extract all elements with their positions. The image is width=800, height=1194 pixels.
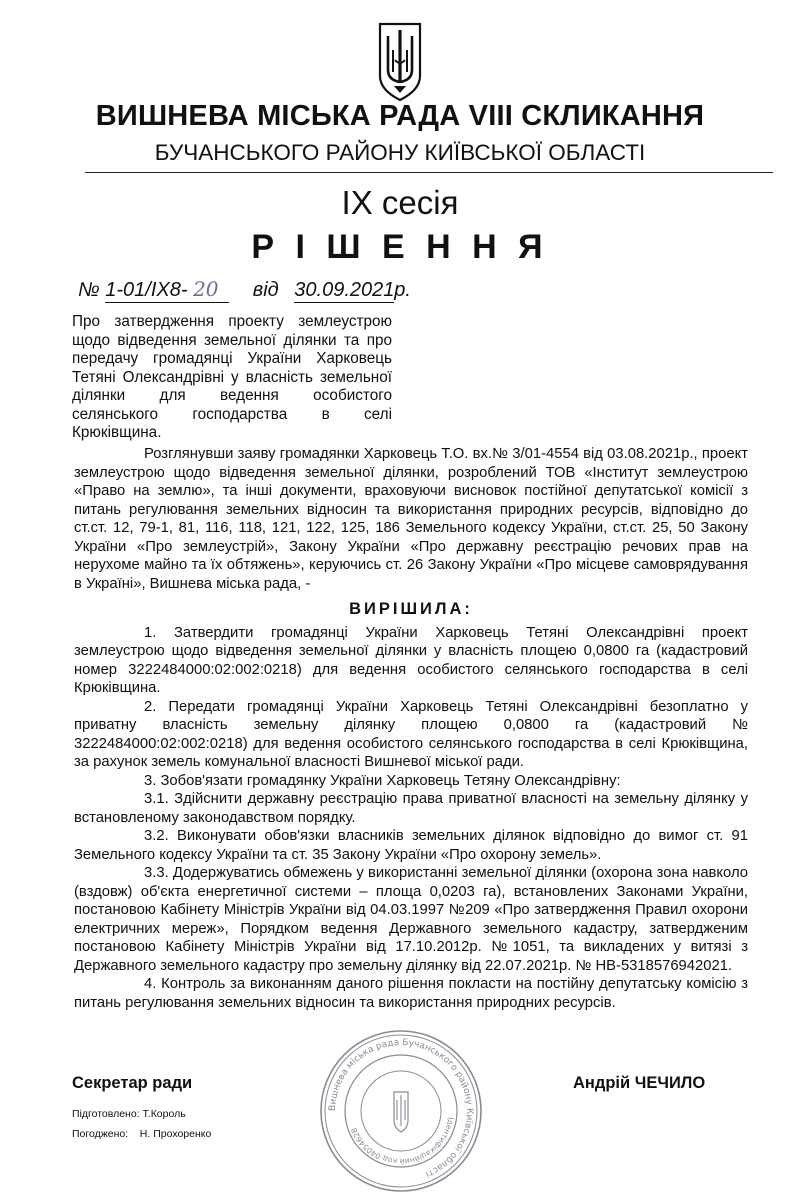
header-divider [85, 172, 773, 173]
decision-number: 1-01/IX8- [105, 279, 188, 301]
date-suffix: р. [394, 279, 411, 301]
item-4: 4. Контроль за виконанням даного рішення покласти на постійну депутатську комісію з питань регулювання земельних відносин та використання природних ресурсів. [74, 976, 748, 1011]
handwritten-number: 20 [193, 277, 219, 301]
number-prefix: № [78, 279, 100, 301]
decision-subject: Про затвердження проекту землеустрою щодо відведення земельної ділянки та про передачу громадянці України Харковець Тетяні Олександрівні у власність земельної ділянки для ведення особистого селянського господарства в селі Крюківщина. [72, 313, 392, 441]
svg-text:Ідентифікаційний код 04054628: Ідентифікаційний код 04054628 [349, 1116, 456, 1167]
secretary-name: Андрій ЧЕЧИЛО [573, 1074, 706, 1092]
decision-number-line [78, 277, 411, 303]
resolved-heading: ВИРІШИЛА: [349, 600, 473, 618]
date-from-label: від [252, 279, 279, 301]
secretary-role: Секретар ради [72, 1074, 193, 1092]
session-title: IX сесія [341, 184, 459, 221]
item-2: 2. Передати громадянці України Харковець Тетяні Олександрівні безоплатно у приватну власність земельну ділянку площею 0,0800 га (кадастровий № 3222484000:02:002:0218) для ведення особистого селянського господарства в селі Крюківщина, за рахунок земель комунальної власності Вишневої міської ради. [74, 698, 748, 770]
council-title: ВИШНЕВА МІСЬКА РАДА VIII СКЛИКАННЯ [95, 100, 705, 132]
preamble-paragraph: Розглянувши заяву громадянки Харковець Т.О. вх.№ 3/01-4554 від 03.08.2021р., проект землеустрою щодо відведення земельної ділянки, розроблений ТОВ «Інститут землеустрою «Право на землю», та інші документи, враховуючи висновок постійної депутатської комісії з питань регулювання земельних відносин та використання природних ресурсів, відповідно до ст.ст. 12, 79-1, 81, 116, 118, 121, 122, 125, 186 Земельного кодексу України, ст.ст. 25, 50 Закону України «Про землеустрій», Закону України «Про державну реєстрацію речових прав на нерухоме майно та їх обтяжень», керуючись ст. 26 Закону України «Про місцеве самоврядування в Україні», Вишнева міська рада, - [74, 446, 748, 592]
prepared-by: Підготовлено: Т.Король [72, 1108, 186, 1120]
district-title: БУЧАНСЬКОГО РАЙОНУ КИЇВСЬКОЇ ОБЛАСТІ [154, 140, 646, 165]
svg-text:Вишнева міська рада Бучанськог: Вишнева міська рада Бучанського району Київської області [327, 1037, 475, 1179]
item-3: 3. Зобов'язати громадянку України Харковець Тетяну Олександрівну: [144, 772, 621, 789]
decision-number-field [105, 277, 229, 303]
agreed-by: Погоджено: Н. Прохоренко [72, 1128, 212, 1140]
item-3-2: 3.2. Виконувати обов'язки власників земельних ділянок відповідно до вимог ст. 91 Земельного кодексу України та ст. 35 Закону України «Про охорону земель». [74, 828, 748, 863]
item-3-3: 3.3. Додержуватись обмежень у використанні земельної ділянки (охорона зона навколо (вздовж) об'єкта енергетичної системи – площа 0,0203 га), встановлених Законами України, постановою Кабінету Міністрів України від 04.03.1997 №209 «Про затвердження Правил охорони електричних мереж», Порядком ведення Державного земельного кадастру, затвердженим постановою Кабінету Міністрів України від 17.10.2012р. №1051, та викладених у витязі з Державного земельного кадастру про земельну ділянку від 22.07.2021р. № НВ-5318576942021. [74, 865, 748, 974]
official-stamp-icon [318, 1028, 484, 1194]
trident-emblem-icon [376, 20, 424, 102]
item-1: 1. Затвердити громадянці України Харковець Тетяні Олександрівні проект землеустрою щодо відведення земельної ділянки у власність площею 0,0800 га (кадастровий номер 3222484000:02:002:0218) для ведення особистого селянського господарства в селі Крюківщина. [74, 624, 748, 696]
document-body [74, 445, 748, 1012]
item-3-1: 3.1. Здійснити державну реєстрацію права приватної власності на земельну ділянку у встановленому законодавством порядку. [74, 791, 748, 826]
decision-date: 30.09.2021 [294, 279, 395, 301]
document-type: Р І Ш Е Н Н Я [251, 228, 549, 266]
